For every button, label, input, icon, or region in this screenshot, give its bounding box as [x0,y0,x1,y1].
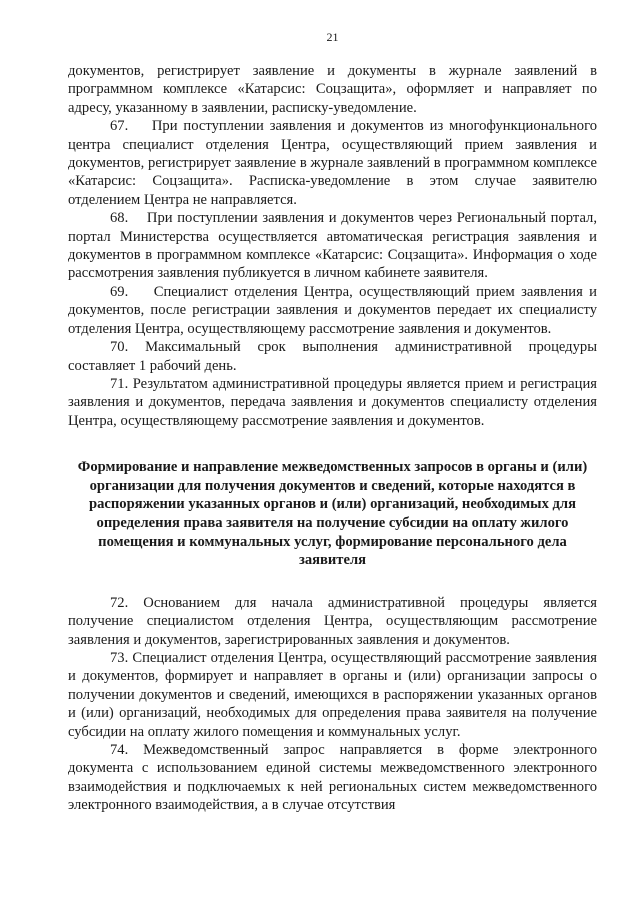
paragraph-71: 71. Результатом административной процедуры является прием и регистрация заявления и документов, передача заявления и документов специалисту отделения Центра, осуществляющему рассмотрение заявления и документов. [68,375,597,429]
paragraph-69: 69. Специалист отделения Центра, осуществляющий прием заявления и документов, после регистрации заявления и документов передает их специалисту отделения Центра, осуществляющему рассмотрение заявления и документов. [68,283,597,337]
paragraph-continuation: документов, регистрирует заявление и документы в журнале заявлений в программном комплексе «Катарсис: Соцзащита», оформляет и направляет по адресу, указанному в заявлении, расписку-уведомление. [68,63,597,116]
paragraph-70: 70. Максимальный срок выполнения административной процедуры составляет 1 рабочий день. [68,339,597,374]
document-page [68,30,597,815]
paragraph-72: 72. Основанием для начала административной процедуры является получение специалистом отделения Центра, осуществляющим рассмотрение заявления и документов, зарегистрированных заявления и документов. [68,594,597,648]
paragraph-68: 68. При поступлении заявления и документов через Региональный портал, портал Министерства осуществляется автоматическая регистрация заявления и документов в программном комплексе «Катарсис: Соцзащита». Информация о ходе рассмотрения заявления публикуется в личном кабинете заявителя. [68,210,597,282]
paragraph-73: 73. Специалист отделения Центра, осуществляющий рассмотрение заявления и документов, формирует и направляет в органы и (или) организации запросы о получении документов и сведений, имеющихся в распоряжении указанных органов и (или) организаций, необходимых для определения права заявителя на получение субсидии на оплату жилого помещения и коммунальных услуг. [68,649,597,740]
page-number: 21 [326,30,339,44]
paragraph-74: 74. Межведомственный запрос направляется в форме электронного документа с использованием единой системы межведомственного электронного взаимодействия и подключаемых к ней региональных систем межведомственного электронного взаимодействия, а в случае отсутствия [68,741,597,814]
section-heading: Формирование и направление межведомственных запросов в органы и (или) организации для получения документов и сведений, которые находятся в распоряжении указанных органов и (или) организаций, необходимых для определения права заявителя на получение субсидии на оплату жилого помещения и коммунальных услуг, формирование персонального дела заявителя [77,459,588,569]
paragraph-67: 67. При поступлении заявления и документов из многофункционального центра специалист отделения Центра, осуществляющий прием заявления и документов, регистрирует заявление в журнале заявлений в программном комплексе «Катарсис: Соцзащита». Расписка-уведомление в этом случае заявителю отделением Центра не направляется. [68,118,597,208]
